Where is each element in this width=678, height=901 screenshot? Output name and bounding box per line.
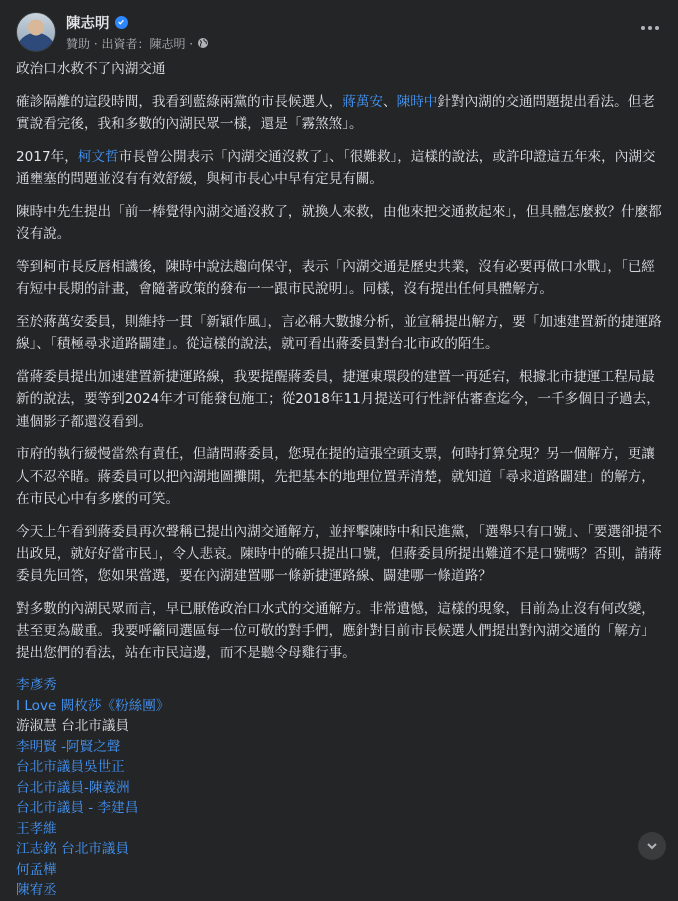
mention-tag[interactable]: 陳宥丞 (16, 882, 57, 899)
dot-icon (655, 26, 659, 30)
mention-tag[interactable]: 台北市議員吳世正 (16, 759, 125, 776)
mention-link-ko[interactable]: 柯文哲 (77, 149, 119, 166)
mention-link-chiang[interactable]: 蔣萬安 (342, 94, 384, 111)
mention-tag[interactable]: 台北市議員 - 李建昌 (16, 800, 139, 817)
mention-tag[interactable]: 何孟樺 (16, 861, 57, 878)
mention-tag[interactable]: 台北市議員-陳義洲 (16, 779, 130, 796)
sponsor-text: 贊助 · 出資者：陳志明 · (66, 36, 194, 51)
scroll-button[interactable] (638, 832, 666, 860)
chevron-down-icon (645, 839, 659, 853)
paragraph-7: 市府的執行緩慢當然有責任，但請問蔣委員，您現在提的這張空頭支票，何時打算兌現？另一個解方，更讓人不忍卒睹。蔣委員可以把內湖地圖攤開，先把基本的地理位置弄清楚，就知道「尋求道路闢建」的解方，在市民心中有多麼的可笑。 (16, 446, 655, 507)
paragraph-1 (16, 91, 666, 135)
author-row (66, 12, 209, 32)
more-options-button[interactable] (636, 18, 664, 38)
paragraph-2 (16, 146, 666, 190)
dot-icon (648, 26, 652, 30)
avatar[interactable] (16, 12, 56, 52)
sponsor-row (66, 34, 209, 52)
paragraph-text: 市長曾公開表示「內湖交通沒救了」、「很難救」，這樣的說法，或許印證這五年來，內湖交通壅塞的問題並沒有有效舒緩，與柯市長心中早有定見有關。 (16, 149, 656, 188)
mention-tag-plain: 游淑慧 台北市議員 (16, 718, 130, 735)
mention-link-chen[interactable]: 陳時中 (396, 94, 438, 111)
paragraph-5: 至於蔣萬安委員，則維持一貫「新穎作風」，言必稱大數據分析，並宣稱提出解方，要「加速建置新的捷運路線」、「積極尋求道路闢建」。從這樣的說法，就可看出蔣委員對台北市政的陌生。 (16, 314, 662, 353)
paragraph-8: 今天上午看到蔣委員再次聲稱已提出內湖交通解方，並抨擊陳時中和民進黨，「選舉只有口號」、「要選卻提不出政見，就好好當市民」，令人悲哀。陳時中的確只提出口號，但蔣委員所提出難道不是口號嗎？否則，請蔣委員先回答，您如果當選，要在內湖建置哪一條新捷運路線、闢建哪一條道路？ (16, 523, 662, 585)
author-name[interactable]: 陳志明 (66, 15, 110, 32)
globe-icon (197, 37, 209, 49)
mention-tag[interactable]: 江志銘 台北市議員 (16, 841, 130, 858)
separator: 、 (383, 94, 397, 111)
post-meta (66, 12, 209, 52)
post-title: 政治口水救不了內湖交通 (16, 61, 166, 77)
mention-tag[interactable]: I Love 闕枚莎《粉絲團》 (16, 697, 170, 714)
mention-tag[interactable]: 李彥秀 (16, 677, 57, 694)
paragraph-9: 對多數的內湖民眾而言，早已厭倦政治口水式的交通解方。非常遺憾，這樣的現象，目前為止沒有何改變，甚至更為嚴重。我要呼籲同選區每一位可敬的對手們，應針對目前市長候選人們提出對內湖交通的「解方」提出您們的看法，站在市民這邊，而不是聽令母雞行事。 (16, 600, 655, 662)
post-header (16, 12, 209, 52)
paragraph-3: 陳時中先生提出「前一棒覺得內湖交通沒救了，就換人來救，由他來把交通救起來」，但具體怎麼救？什麼都沒有說。 (16, 204, 662, 243)
paragraph-text: 2017年， (16, 149, 78, 166)
paragraph-6: 當蔣委員提出加速建置新捷運路線，我要提醒蔣委員，捷運東環段的建置一再延宕，根據北市捷運工程局最新的說法，要等到2024年才可能發包施工；從2018年11月提送可行性評估審查迄今，一千多個日子過去，連個影子都還沒看到。 (16, 369, 660, 430)
mention-tag[interactable]: 王孝維 (16, 820, 57, 837)
post-body (16, 58, 666, 901)
verified-badge-icon (115, 16, 128, 29)
paragraph-4: 等到柯市長反唇相譏後，陳時中說法趨向保守，表示「內湖交通是歷史共業，沒有必要再做口水戰」，「已經有短中長期的計畫，會隨著政策的發布一一跟市民說明」。同樣，沒有提出任何具體解方。 (16, 259, 655, 298)
mention-tags (16, 675, 666, 901)
dot-icon (641, 26, 645, 30)
paragraph-text: 針對內湖的交通問題提出看法。但老實說看完後，我和多數的內湖民眾一樣，還是「霧煞煞」。 (16, 94, 655, 133)
mention-tag[interactable]: 李明賢 -阿賢之聲 (16, 738, 121, 755)
paragraph-text: 確診隔離的這段時間，我看到藍綠兩黨的市長候選人， (16, 94, 343, 111)
